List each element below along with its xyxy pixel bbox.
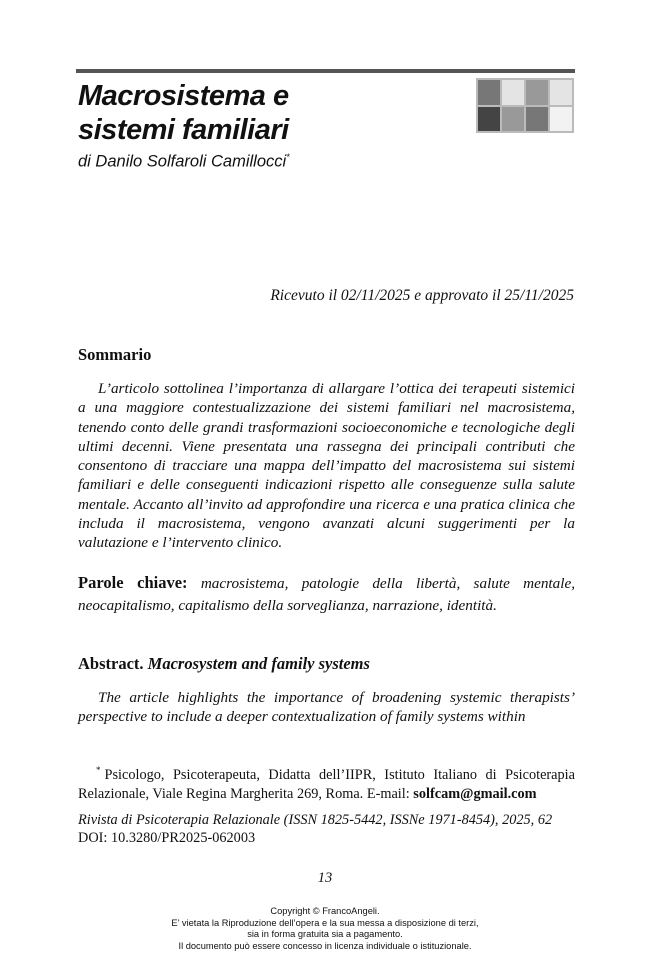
summary-text: L’articolo sottolinea l’importanza di allargare l’ottica dei terapeuti sistemici a una maggiore contestualizzazione dei sistemi familiari nel macrosistema, tenendo conto delle grandi trasformazioni socioeconomiche e tecnologiche degli ultimi decenni. Viene presentata una rassegna dei principali contributi che consentono di tracciare una mappa dell’impatto del macrosistema sui sistemi familiari e delle conseguenti indicazioni rispetto alle conseguenze sulla salute mentale. Accanto all’invito ad approfondire una ricerca e una pratica clinica che includa il macrosistema, vengono avanzati alcuni suggerimenti per la valutazione e l’intervento clinico. (78, 380, 575, 552)
keywords-block (78, 572, 575, 617)
keywords-text: macrosistema, patologie della libertà, salute mentale, neocapitalismo, capitalismo della sorveglianza, narrazione, identità. (78, 575, 575, 614)
footnote-text: Psicologo, Psicoterapeuta, Didatta dell’IIPR, Istituto Italiano di Psicoterapia Relazionale, Viale Regina Margherita 269, Roma. E-mail: (78, 766, 575, 803)
copyright-line-2: E’ vietata la Riproduzione dell’opera e la sua messa a disposizione di terzi, (171, 917, 479, 928)
article-title-line-1: Macrosistema e (78, 80, 289, 112)
copyright-line-3: sia in forma gratuita sia a pagamento. (247, 929, 403, 939)
footnote-mark: * (96, 765, 101, 775)
author-name: di Danilo Solfaroli Camillocci (78, 152, 287, 171)
doi: DOI: 10.3280/PR2025-062003 (78, 830, 256, 846)
copyright-notice (0, 906, 650, 952)
journal-logo-image (476, 78, 574, 133)
copyright-line-4: Il documento può essere concesso in licenza individuale o istituzionale. (178, 940, 472, 951)
article-title-line-2: sistemi familiari (78, 114, 289, 146)
abstract-text: The article highlights the importance of broadening systemic therapists’ perspective to include a deeper contextualization of family systems within (78, 689, 575, 726)
summary-heading: Sommario (78, 345, 152, 364)
journal-citation: Rivista di Psicoterapia Relazionale (ISSN 1825-5442, ISSNe 1971-8454), 2025, 62 (78, 812, 553, 828)
keywords-label: Parole chiave: (78, 573, 188, 592)
article-title (78, 79, 458, 147)
author-line (78, 152, 290, 172)
abstract-title: Macrosystem and family systems (147, 654, 370, 673)
received-date: Ricevuto il 02/11/2025 e approvato il 25/11/2025 (270, 287, 574, 304)
header-rule (76, 69, 575, 73)
page-number: 13 (317, 870, 333, 886)
copyright-line-1: Copyright © FrancoAngeli. (270, 906, 380, 916)
author-footnote-mark: * (286, 152, 290, 162)
abstract-heading (78, 654, 370, 674)
abstract-label: Abstract. (78, 654, 144, 673)
footnote-email: solfcam@gmail.com (413, 786, 537, 803)
author-footnote (78, 761, 575, 805)
